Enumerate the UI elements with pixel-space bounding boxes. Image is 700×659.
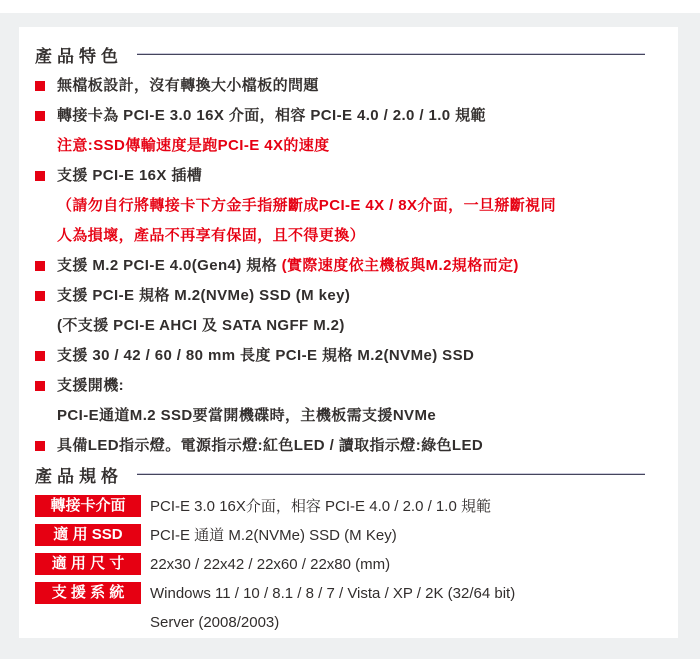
feature-text: 具備LED指示燈。電源指示燈:紅色LED / 讀取指示燈:綠色LED: [57, 437, 484, 454]
feature-text: 支援 PCI-E 規格 M.2(NVMe) SSD (M key): [57, 287, 351, 304]
feature-text: 人為損壞，產品不再享有保固，且不得更換）: [57, 227, 366, 244]
spec-values: [141, 521, 397, 550]
spec-label: 適 用 SSD: [35, 524, 141, 546]
spec-value: Server (2008/2003): [150, 614, 280, 631]
features-section-header: [19, 41, 678, 67]
spec-value: Windows 11 / 10 / 8.1 / 8 / 7 / Vista / XP / 2K (32/64 bit): [150, 585, 516, 602]
spec-label-column: [35, 579, 141, 637]
feature-text: 轉接卡為 PCI-E 3.0 16X 介面，相容 PCI-E 4.0 / 2.0 / 1.0 規範: [57, 107, 486, 124]
specs-title: 產品規格: [35, 466, 123, 486]
bullet-square-icon: [35, 291, 45, 301]
spec-table: [19, 492, 678, 637]
feature-line: [19, 401, 678, 431]
feature-line: [19, 191, 678, 221]
feature-line: [19, 311, 678, 341]
spec-label-column: [35, 550, 141, 579]
spec-row: [19, 579, 678, 637]
bullet-square-icon: [35, 441, 45, 451]
spec-label: 適 用 尺 寸: [35, 553, 141, 575]
specs-section-header: [19, 461, 678, 487]
feature-line: [19, 371, 678, 401]
spec-label: 支 援 系 統: [35, 582, 141, 604]
specs-divider-line: [137, 473, 645, 475]
bullet-square-icon: [35, 81, 45, 91]
spec-values: [141, 579, 515, 637]
feature-line: [19, 281, 678, 311]
spec-row: [19, 521, 678, 550]
spec-value: 22x30 / 22x42 / 22x60 / 22x80 (mm): [150, 556, 391, 573]
bullet-square-icon: [35, 351, 45, 361]
features-divider-line: [137, 53, 645, 55]
feature-text: 支援 M.2 PCI-E 4.0(Gen4) 規格: [57, 257, 282, 274]
feature-list: [19, 71, 678, 461]
feature-text: (實際速度依主機板與M.2規格而定): [281, 257, 519, 274]
feature-text: 注意:SSD傳輸速度是跑PCI-E 4X的速度: [57, 137, 330, 154]
spec-value: PCI-E 通道 M.2(NVMe) SSD (M Key): [150, 527, 397, 544]
spec-value: PCI-E 3.0 16X介面，相容 PCI-E 4.0 / 2.0 / 1.0 規範: [150, 498, 491, 515]
feature-line: [19, 161, 678, 191]
features-title: 產品特色: [35, 46, 123, 66]
feature-text: 支援開機:: [57, 377, 124, 394]
feature-line: [19, 71, 678, 101]
feature-line: [19, 431, 678, 461]
feature-text: 無檔板設計，沒有轉換大小檔板的問題: [57, 77, 319, 94]
spec-row: [19, 550, 678, 579]
bullet-square-icon: [35, 111, 45, 121]
feature-text: 支援 30 / 42 / 60 / 80 mm 長度 PCI-E 規格 M.2(NVMe) SSD: [57, 347, 475, 364]
feature-text: (不支援 PCI-E AHCI 及 SATA NGFF M.2): [57, 317, 345, 334]
feature-line: [19, 221, 678, 251]
spec-values: [141, 550, 390, 579]
spec-values: [141, 492, 491, 521]
feature-line: [19, 131, 678, 161]
bullet-square-icon: [35, 381, 45, 391]
feature-text: （請勿自行將轉接卡下方金手指掰斷成PCI-E 4X / 8X介面，一旦掰斷視同: [57, 197, 556, 214]
spec-label-column: [35, 492, 141, 521]
feature-line: [19, 251, 678, 281]
bullet-square-icon: [35, 171, 45, 181]
bullet-square-icon: [35, 261, 45, 271]
feature-line: [19, 341, 678, 371]
spec-label-column: [35, 521, 141, 550]
spec-row: [19, 492, 678, 521]
feature-text: PCI-E通道M.2 SSD要當開機碟時，主機板需支援NVMe: [57, 407, 437, 424]
spec-label: 轉接卡介面: [35, 495, 141, 517]
feature-text: 支援 PCI-E 16X 插槽: [57, 167, 203, 184]
product-info-card: [19, 27, 678, 638]
feature-line: [19, 101, 678, 131]
